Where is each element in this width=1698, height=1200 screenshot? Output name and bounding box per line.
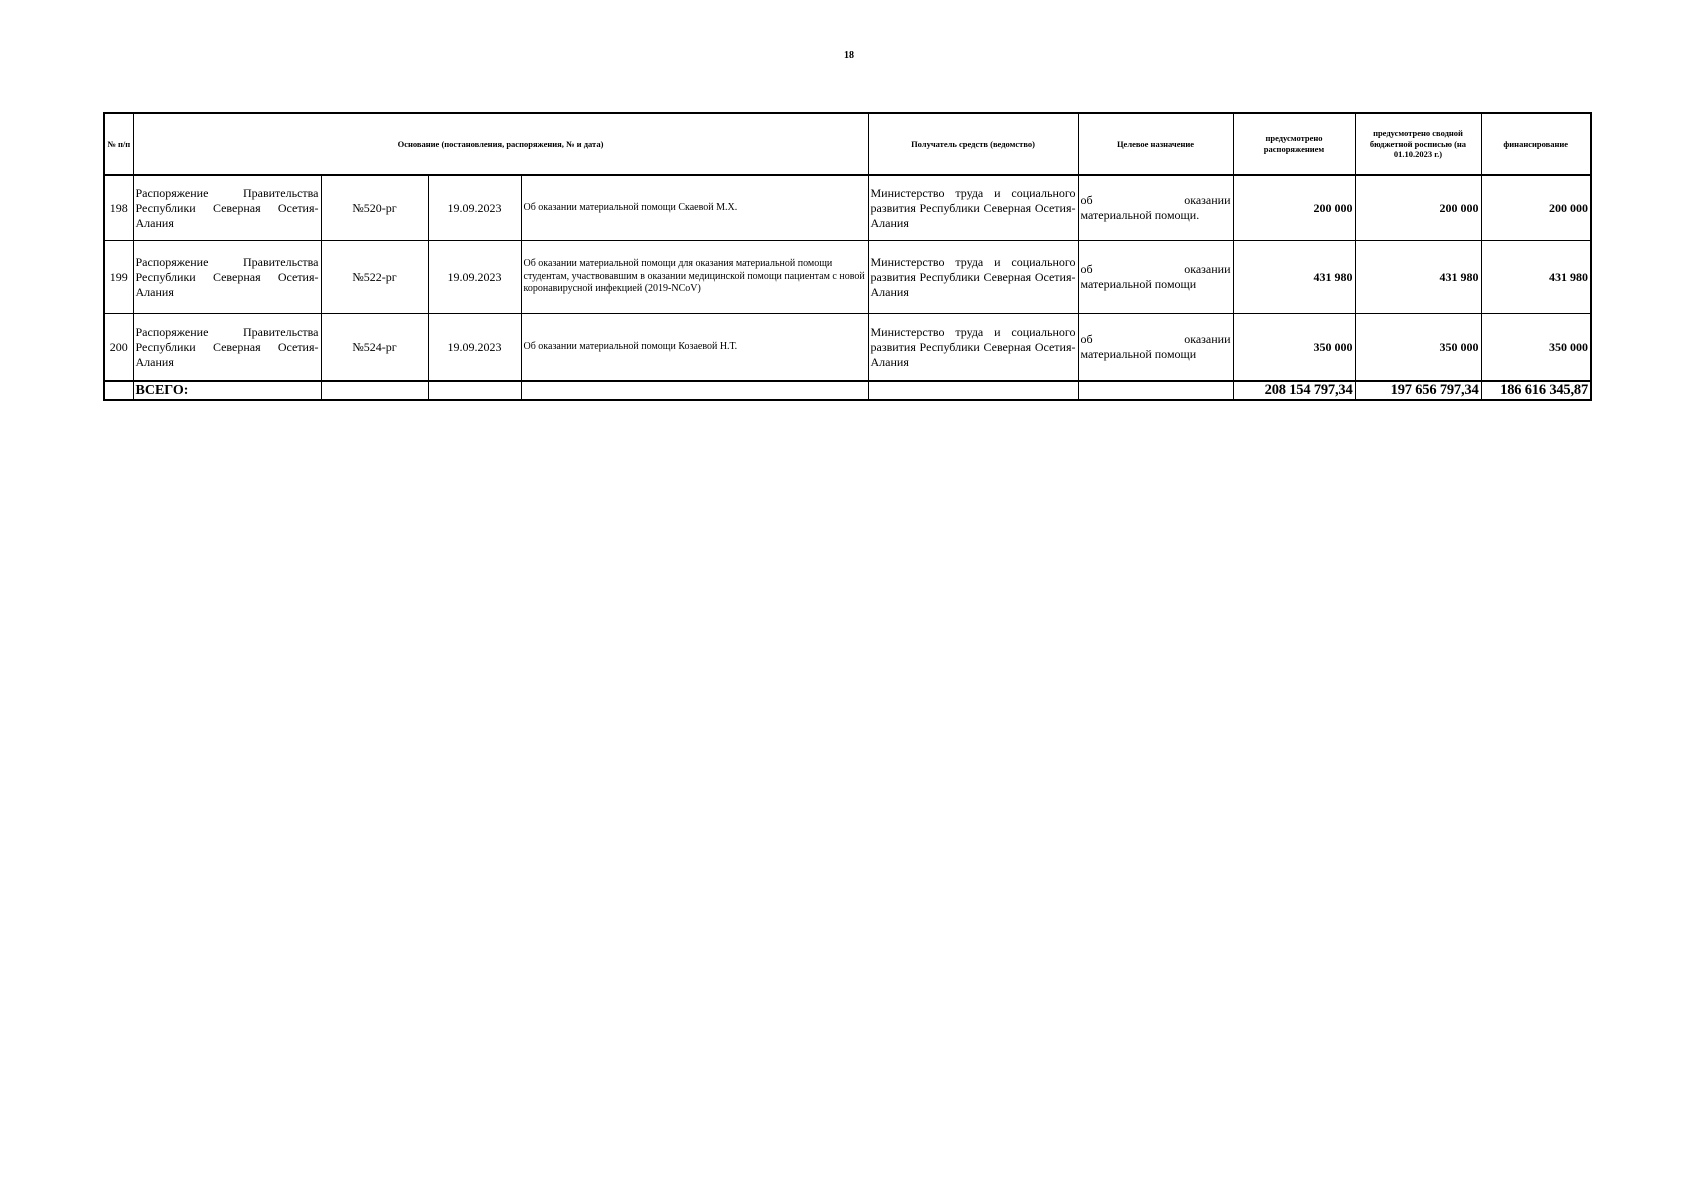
total-num-cell (104, 381, 133, 400)
header-num: № п/п (104, 113, 133, 175)
row-budget: 431 980 (1355, 241, 1481, 314)
total-row (104, 381, 1591, 400)
purpose-word: об (1080, 193, 1093, 207)
row-date: 19.09.2023 (428, 314, 521, 382)
row-budget: 350 000 (1355, 314, 1481, 382)
table-header-row (104, 113, 1591, 175)
purpose-word: оказании (1184, 262, 1231, 276)
row-title: Об оказании материальной помощи для оказания материальной помощи студентам, участвовавшим в оказании медицинской помощи пациентам с новой коронавирусной инфекцией (2019-NCoV) (521, 241, 868, 314)
header-recipient: Получатель средств (ведомство) (868, 113, 1078, 175)
row-purpose (1078, 175, 1233, 241)
row-num: 199 (104, 241, 133, 314)
row-doc-type: Распоряжение Правительства Республики Северная Осетия-Алания (133, 314, 321, 382)
row-date: 19.09.2023 (428, 241, 521, 314)
row-date: 19.09.2023 (428, 175, 521, 241)
row-budget: 200 000 (1355, 175, 1481, 241)
header-financing: финансирование (1481, 113, 1591, 175)
total-empty-cell (521, 381, 868, 400)
total-financing: 186 616 345,87 (1481, 381, 1591, 400)
table-row (104, 314, 1591, 382)
row-financing: 350 000 (1481, 314, 1591, 382)
purpose-line: материальной помощи. (1080, 208, 1200, 222)
row-planned: 350 000 (1233, 314, 1355, 382)
total-planned: 208 154 797,34 (1233, 381, 1355, 400)
row-financing: 431 980 (1481, 241, 1591, 314)
total-empty-cell (428, 381, 521, 400)
row-doc-number: №520-рг (321, 175, 428, 241)
row-recipient: Министерство труда и социального развития Республики Северная Осетия-Алания (868, 314, 1078, 382)
purpose-word: оказании (1184, 193, 1231, 207)
row-planned: 200 000 (1233, 175, 1355, 241)
row-num: 198 (104, 175, 133, 241)
row-recipient: Министерство труда и социального развития Республики Северная Осетия-Алания (868, 241, 1078, 314)
row-doc-number: №524-рг (321, 314, 428, 382)
row-doc-type: Распоряжение Правительства Республики Северная Осетия-Алания (133, 241, 321, 314)
total-empty-cell (321, 381, 428, 400)
row-title: Об оказании материальной помощи Скаевой М.Х. (521, 175, 868, 241)
row-doc-number: №522-рг (321, 241, 428, 314)
total-empty-cell (868, 381, 1078, 400)
row-doc-type: Распоряжение Правительства Республики Северная Осетия-Алания (133, 175, 321, 241)
page-number: 18 (844, 50, 854, 61)
table-row (104, 175, 1591, 241)
row-financing: 200 000 (1481, 175, 1591, 241)
header-purpose: Целевое назначение (1078, 113, 1233, 175)
purpose-line: материальной помощи (1080, 347, 1197, 361)
header-planned: предусмотрено распоряжением (1233, 113, 1355, 175)
purpose-line (1081, 262, 1231, 277)
row-purpose (1078, 241, 1233, 314)
header-basis: Основание (постановления, распоряжения, № и дата) (133, 113, 868, 175)
row-recipient: Министерство труда и социального развития Республики Северная Осетия-Алания (868, 175, 1078, 241)
purpose-word: об (1080, 262, 1093, 276)
row-purpose (1078, 314, 1233, 382)
purpose-line (1081, 193, 1231, 208)
total-label: ВСЕГО: (133, 381, 321, 400)
purpose-line: материальной помощи (1080, 277, 1197, 291)
row-num: 200 (104, 314, 133, 382)
purpose-word: оказании (1184, 332, 1231, 346)
total-budget: 197 656 797,34 (1355, 381, 1481, 400)
total-empty-cell (1078, 381, 1233, 400)
row-planned: 431 980 (1233, 241, 1355, 314)
table-row (104, 241, 1591, 314)
financing-table (103, 112, 1592, 401)
purpose-word: об (1080, 332, 1093, 346)
row-title: Об оказании материальной помощи Козаевой Н.Т. (521, 314, 868, 382)
purpose-line (1081, 332, 1231, 347)
header-budget: предусмотрено сводной бюджетной росписью (на 01.10.2023 г.) (1355, 113, 1481, 175)
